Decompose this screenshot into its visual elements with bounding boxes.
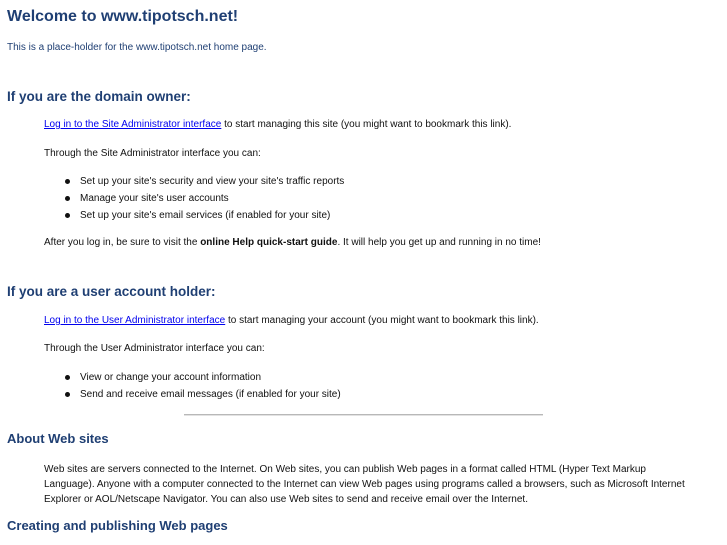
user-admin-login-suffix: to start managing your account (you might want to bookmark this link).	[225, 315, 539, 326]
list-item: Manage your site's user accounts	[44, 190, 344, 207]
creating-heading: Creating and publishing Web pages	[7, 518, 228, 533]
user-admin-login-paragraph	[44, 315, 539, 326]
list-item: Set up your site's security and view your site's traffic reports	[44, 173, 344, 190]
site-admin-login-link[interactable]: Log in to the Site Administrator interface	[44, 119, 222, 130]
bullet-icon	[65, 392, 70, 397]
list-item: Send and receive email messages (if enabled for your site)	[44, 386, 341, 403]
site-admin-login-paragraph	[44, 119, 511, 130]
section-divider	[184, 414, 543, 416]
user-admin-through-text: Through the User Administrator interface you can:	[44, 343, 265, 354]
user-admin-login-link[interactable]: Log in to the User Administrator interface	[44, 315, 226, 326]
site-admin-login-suffix: to start managing this site (you might want to bookmark this link).	[221, 119, 512, 130]
domain-owner-heading: If you are the domain owner:	[7, 89, 191, 104]
list-item: View or change your account information	[44, 369, 341, 386]
after-login-paragraph: After you log in, be sure to visit the online Help quick-start guide. It will help you get up and running in no time!	[44, 237, 541, 248]
about-paragraph: Web sites are servers connected to the Internet. On Web sites, you can publish Web pages in a format called HTML (Hyper Text Markup Language). Anyone with a computer connected to the Internet can view Web pages using programs called a browsers, such as Microsoft Internet Explorer or AOL/Netscape Navigator. You can also use Web sites to send and receive email over the Internet.	[44, 464, 685, 505]
bullet-icon	[65, 179, 70, 184]
user-holder-heading: If you are a user account holder:	[7, 284, 216, 299]
help-guide-emphasis: online Help quick-start guide	[200, 237, 338, 248]
bullet-icon	[65, 196, 70, 201]
page-title: Welcome to www.tipotsch.net!	[7, 8, 239, 25]
bullet-icon	[65, 375, 70, 380]
intro-text: This is a place-holder for the www.tipotsch.net home page.	[7, 42, 267, 53]
site-admin-through-text: Through the Site Administrator interface you can:	[44, 148, 261, 159]
site-admin-features-list	[44, 173, 344, 224]
user-admin-features-list	[44, 369, 341, 403]
about-heading: About Web sites	[7, 431, 109, 446]
list-item: Set up your site's email services (if enabled for your site)	[44, 207, 344, 224]
bullet-icon	[65, 213, 70, 218]
